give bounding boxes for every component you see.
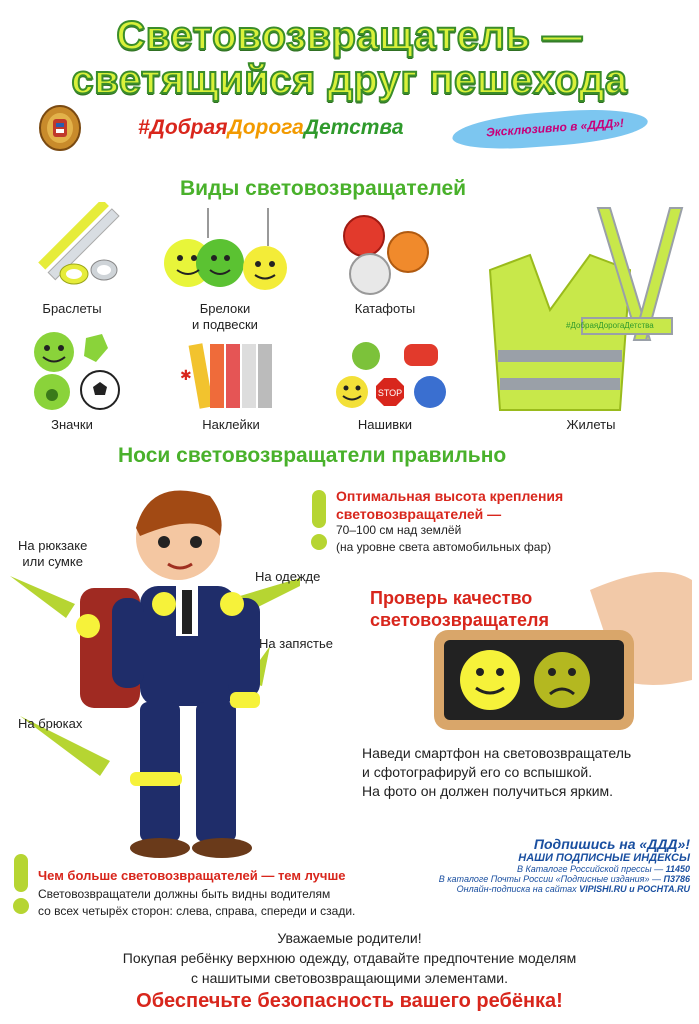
boy-with-reflectors-illustration xyxy=(0,476,300,866)
subscribe-title: Подпишись на «ДДД»! xyxy=(533,836,690,852)
svg-text:✱: ✱ xyxy=(180,367,192,383)
hashtag-logo: #ДобраяДорогаДетства xyxy=(138,116,404,139)
wear-heading: Носи световозвращатели правильно xyxy=(118,444,507,467)
label-clothes: На одежде xyxy=(255,569,321,584)
subscribe-online: Онлайн-подписка на сайтах VIPISHI.RU и POCHTA.RU xyxy=(456,884,690,894)
stickers-icon xyxy=(176,340,286,412)
keychains-icon xyxy=(160,208,290,293)
patches-icon xyxy=(332,336,452,414)
check-title: Проверь качество световозвращателя xyxy=(370,588,549,630)
stop-sign-text: STOP xyxy=(377,388,403,398)
exclamation-icon xyxy=(308,488,330,552)
more-title: Чем больше световозвращателей — тем лучше xyxy=(38,868,346,883)
more-text: Световозвращатели должны быть видны водителям со всех четырёх сторон: слева, справа, спереди и сзади. xyxy=(38,887,356,918)
label-bracelets: Браслеты xyxy=(42,301,102,316)
bracelets-icon xyxy=(30,202,120,292)
footer-call-to-action: Обеспечьте безопасность вашего ребёнка! xyxy=(136,990,563,1012)
subscribe-block xyxy=(428,836,690,894)
poster-title-line1: Световозвращатель — xyxy=(116,14,583,58)
label-badges: Значки xyxy=(51,417,93,432)
label-reflectors: Катафоты xyxy=(354,301,416,316)
vests-icon xyxy=(470,200,690,420)
height-title: Оптимальная высота крепления световозвращателей — xyxy=(336,488,564,522)
subscribe-index-1: В Каталоге Российской прессы — 11450 xyxy=(516,864,690,874)
check-text: Наведи смартфон на световозвращатель и сфотографируй его со вспышкой. На фото он должен получиться ярким. xyxy=(362,745,632,799)
exclusive-badge: Эксклюзивно в «ДДД»! xyxy=(451,105,649,153)
smartphone-photo-illustration xyxy=(430,560,692,740)
label-pants: На брюках xyxy=(18,716,83,731)
label-patches: Нашивки xyxy=(357,417,413,432)
poster-title-line2: светящийся друг пешехода xyxy=(71,58,628,102)
exclamation-icon-2 xyxy=(10,852,32,916)
vest-hashtag-text: #ДобраяДорогаДетства xyxy=(566,321,654,330)
footer-text: Уважаемые родители! Покупая ребёнку верхнюю одежду, отдавайте предпочтение моделям с нашитыми световозвращающими элементами. xyxy=(122,930,577,986)
types-heading: Виды световозвращателей xyxy=(180,177,467,200)
reflectors-icon xyxy=(330,212,440,297)
traffic-police-emblem-icon xyxy=(38,104,82,152)
subscribe-index-2: В каталоге Почты России «Подписные издания» — П3786 xyxy=(438,874,690,884)
subscribe-subtitle: НАШИ ПОДПИСНЫЕ ИНДЕКСЫ xyxy=(518,852,690,864)
badges-icon xyxy=(30,330,122,412)
label-backpack: На рюкзаке или сумке xyxy=(18,538,88,569)
label-keychains: Брелоки и подвески xyxy=(192,301,258,332)
label-wrist: На запястье xyxy=(259,636,333,651)
label-stickers: Наклейки xyxy=(202,417,260,432)
label-vests: Жилеты xyxy=(566,417,616,432)
height-text: 70–100 см над землёй (на уровне света автомобильных фар) xyxy=(336,523,552,554)
